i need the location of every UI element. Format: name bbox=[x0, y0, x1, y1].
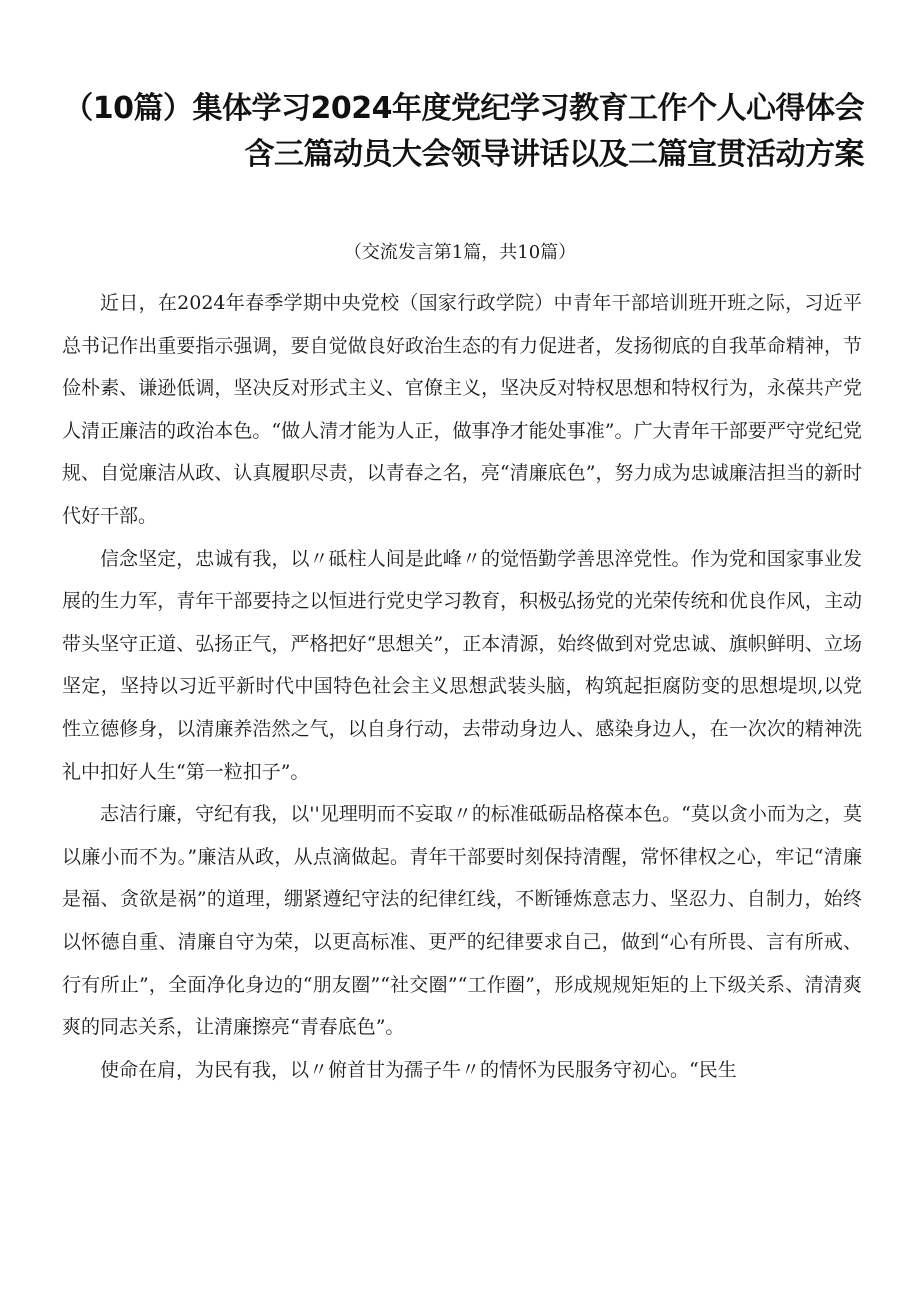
paragraph: 使命在肩，为民有我，以〃俯首甘为孺子牛〃的情怀为民服务守初心。“民生 bbox=[100, 1058, 737, 1081]
paragraph: 信念坚定，忠诚有我，以〃砥柱人间是此峰〃的觉悟勤学善思淬党性。作为党和国家事业发展的生力军，青年干部要持之以恒进行党史学习教育，积极弘扬党的光荣传统和优良作风，主动带头坚守正道、弘扬正气，严格把好“思想关”，正本清源，始终做到对党忠诚、旗帜鲜明、立场坚定，坚持以习近平新时代中国特色社会主义思想武装头脑，构筑起拒腐防变的思想堤坝,以党性立德修身，以清廉养浩然之气，以自身行动，去带动身边人、感染身边人，在一次次的精神洗礼中扣好人生“第一粒扣子”。 bbox=[62, 547, 862, 783]
document-subtitle: （交流发言第1篇，共10篇） bbox=[343, 242, 577, 263]
title-line-2: 含三篇动员大会领导讲话以及二篇宣贯活动方案 bbox=[244, 137, 864, 172]
paragraph: 近日，在2024年春季学期中央党校（国家行政学院）中青年干部培训班开班之际，习近平总书记作出重要指示强调，要自觉做良好政治生态的有力促进者，发扬彻底的自我革命精神，节俭朴素、谦逊低调，坚决反对形式主义、官僚主义，坚决反对特权思想和特权行为，永葆共产党人清正廉洁的政治本色。“做人清才能为人正，做事净才能处事准”。广大青年干部要严守党纪党规、自觉廉洁从政、认真履职尽责，以青春之名，亮“清廉底色”，努力成为忠诚廉洁担当的新时代好干部。 bbox=[62, 292, 862, 527]
paragraph: 志洁行廉，守纪有我，以''见理明而不妄取〃的标准砥砺品格葆本色。“莫以贪小而为之，莫以廉小而不为。”廉洁从政，从点滴做起。青年干部要时刻保持清醒，常怀律权之心，牢记“清廉是福、贪欲是祸”的道理，绷紧遵纪守法的纪律红线，不断锤炼意志力、坚忍力、自制力，始终以怀德自重、清廉自守为荣，以更高标准、更严的纪律要求自己，做到“心有所畏、言有所戒、行有所止”，全面净化身边的“朋友圈”“社交圈”“工作圈”，形成规规矩矩的上下级关系、清清爽爽的同志关系，让清廉擦亮“青春底色”。 bbox=[62, 803, 862, 1039]
title-line-1: （10篇）集体学习2024年度党纪学习教育工作个人心得体会 bbox=[63, 91, 864, 126]
document-title bbox=[40, 86, 864, 178]
document-body bbox=[62, 282, 862, 1091]
